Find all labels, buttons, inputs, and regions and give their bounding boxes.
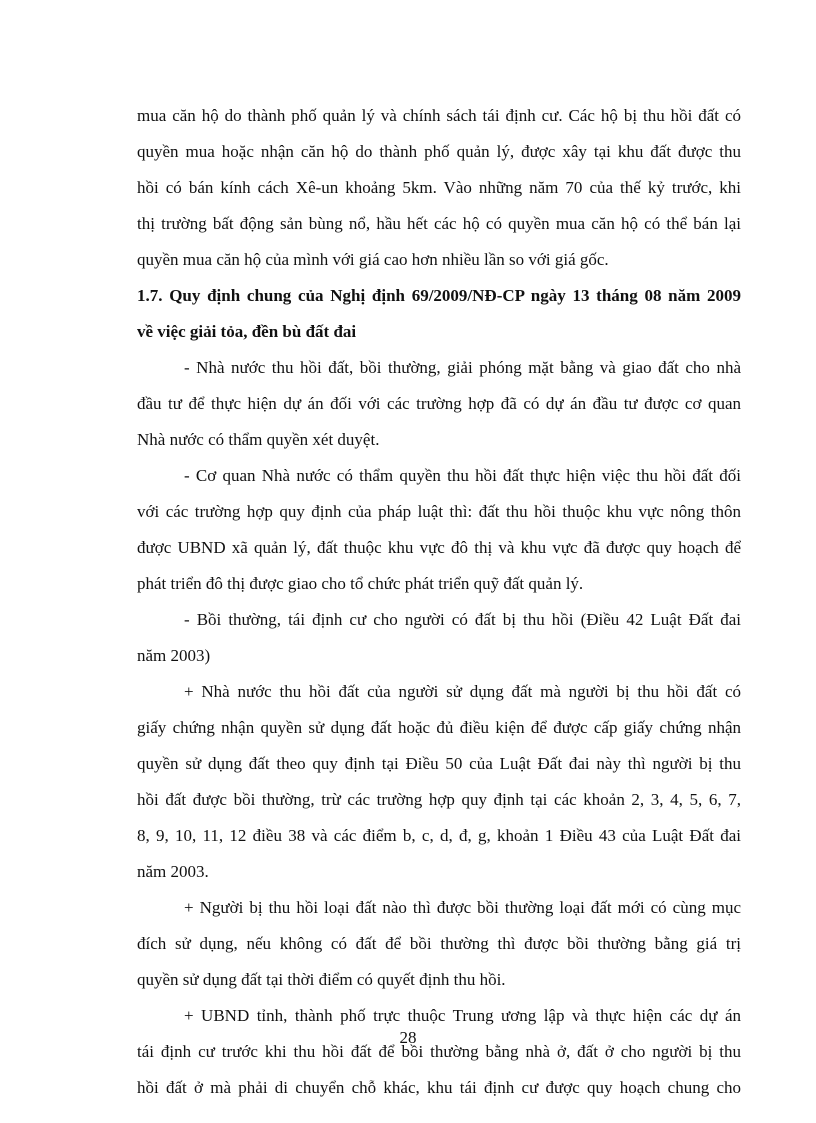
text-line: + Nhà nước thu hồi đất của người sử dụng đất mà người bị thu hồi đất có [184, 682, 741, 701]
text-line: thị trường bất động sản bùng nổ, hầu hết các hộ có quyền mua căn hộ có thể bán lại [137, 214, 741, 233]
text-line: quyền sử dụng đất theo quy định tại Điều 50 của Luật Đất đai này thì người bị thu [137, 754, 741, 773]
text-line: hồi có bán kính cách Xê-un khoảng 5km. Vào những năm 70 của thế kỷ trước, khi [137, 178, 741, 197]
section-heading-line: 1.7. Quy định chung của Nghị định 69/2009/NĐ-CP ngày 13 tháng 08 năm 2009 [137, 286, 741, 305]
text-line: - Nhà nước thu hồi đất, bồi thường, giải phóng mặt bằng và giao đất cho nhà [184, 358, 741, 377]
text-line: đầu tư để thực hiện dự án đối với các trường hợp đã có dự án đầu tư được cơ quan [137, 394, 741, 413]
text-line: quyền mua căn hộ của mình với giá cao hơn nhiều lần so với giá gốc. [137, 250, 609, 269]
text-line: - Bồi thường, tái định cư cho người có đất bị thu hồi (Điều 42 Luật Đất đai [184, 610, 741, 629]
text-line: Nhà nước có thẩm quyền xét duyệt. [137, 430, 380, 449]
text-line: với các trường hợp quy định của pháp luật thì: đất thu hồi thuộc khu vực nông thôn [137, 502, 741, 521]
text-line: năm 2003. [137, 862, 209, 881]
text-line: được UBND xã quản lý, đất thuộc khu vực đô thị và khu vực đã được quy hoạch để [137, 538, 741, 557]
text-line: quyền sử dụng đất tại thời điểm có quyết định thu hồi. [137, 970, 506, 989]
text-line: năm 2003) [137, 646, 211, 665]
text-line: hồi đất được bồi thường, trừ các trường hợp quy định tại các khoản 2, 3, 4, 5, 6, 7, [137, 790, 741, 809]
text-line: hồi đất ở mà phải di chuyển chỗ khác, khu tái định cư được quy hoạch chung cho [137, 1078, 741, 1097]
text-line: giấy chứng nhận quyền sử dụng đất hoặc đủ điều kiện để được cấp giấy chứng nhận [137, 718, 741, 737]
text-line: + UBND tỉnh, thành phố trực thuộc Trung ương lập và thực hiện các dự án [184, 1006, 741, 1025]
text-line: mua căn hộ do thành phố quản lý và chính sách tái định cư. Các hộ bị thu hồi đất có [137, 106, 741, 125]
text-line: quyền mua hoặc nhận căn hộ do thành phố quản lý, được xây tại khu đất được thu [137, 142, 741, 161]
text-line: 8, 9, 10, 11, 12 điều 38 và các điểm b, c, d, đ, g, khoản 1 Điều 43 của Luật Đất đai [137, 826, 741, 845]
text-line: phát triển đô thị được giao cho tổ chức phát triển quỹ đất quản lý. [137, 574, 584, 593]
text-line: + Người bị thu hồi loại đất nào thì được bồi thường loại đất mới có cùng mục [184, 898, 741, 917]
text-line: đích sử dụng, nếu không có đất để bồi thường thì được bồi thường bằng giá trị [137, 934, 741, 953]
text-line: tái định cư trước khi thu hồi đất để bồi thường bằng nhà ở, đất ở cho người bị thu [137, 1042, 741, 1061]
page-number: 28 [399, 1028, 417, 1047]
text-line: - Cơ quan Nhà nước có thẩm quyền thu hồi đất thực hiện việc thu hồi đất đối [184, 466, 741, 485]
body-text [137, 98, 741, 1106]
section-heading-line: về việc giải tỏa, đền bù đất đai [137, 322, 357, 341]
